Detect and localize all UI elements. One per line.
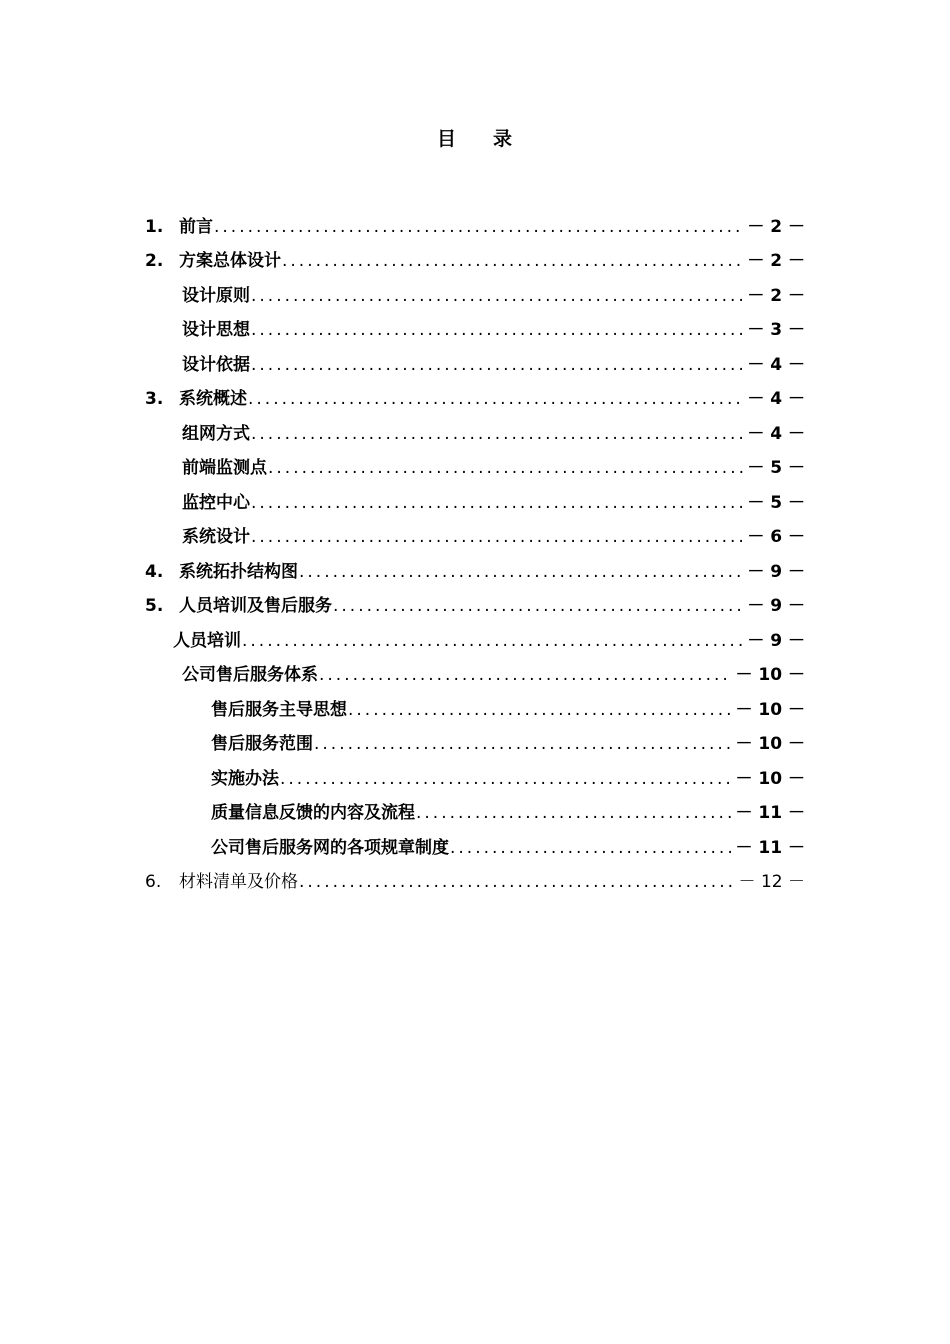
toc-label: 公司售后服务体系 [182, 665, 318, 685]
toc-leader [213, 216, 743, 238]
toc-label: 系统拓扑结构图 [179, 562, 298, 582]
toc-leader [318, 664, 732, 686]
toc-label: 系统设计 [182, 527, 250, 547]
toc-entry-5-2-1[interactable] [211, 687, 805, 721]
toc-page: － 9 － [747, 631, 805, 651]
toc-number: 5. [145, 596, 164, 616]
toc-entry-5-1[interactable] [173, 618, 805, 652]
toc-leader [281, 250, 743, 272]
toc-label: 组网方式 [182, 424, 250, 444]
toc-label: 质量信息反馈的内容及流程 [211, 803, 415, 823]
toc-entry-5[interactable] [145, 583, 805, 617]
toc-leader [250, 492, 743, 514]
toc-page: － 10 － [735, 769, 805, 789]
toc-label: 人员培训及售后服务 [179, 596, 332, 616]
toc-page: － 12 － [738, 872, 805, 892]
toc-label: 售后服务范围 [211, 734, 313, 754]
toc-entry-3-3[interactable] [182, 480, 805, 514]
toc-entry-2-2[interactable] [182, 307, 805, 341]
title-left: 目 [436, 128, 457, 150]
toc-leader [241, 630, 743, 652]
toc-entry-3-2[interactable] [182, 445, 805, 479]
page-title [0, 124, 950, 151]
toc-page: － 11 － [735, 838, 805, 858]
toc-leader [449, 837, 732, 859]
toc-leader [267, 457, 743, 479]
toc-label: 方案总体设计 [179, 251, 281, 271]
toc-label: 监控中心 [182, 493, 250, 513]
toc-entry-2-1[interactable] [182, 273, 805, 307]
toc-number: 2. [145, 251, 164, 271]
toc-entry-1[interactable] [145, 204, 805, 238]
toc-leader [250, 526, 743, 548]
toc-label: 公司售后服务网的各项规章制度 [211, 838, 449, 858]
toc-label: 实施办法 [211, 769, 279, 789]
toc-leader [250, 319, 743, 341]
toc-page: － 10 － [735, 700, 805, 720]
toc-page: － 10 － [735, 734, 805, 754]
toc-leader [247, 388, 743, 410]
toc-page: － 11 － [735, 803, 805, 823]
toc-label: 前言 [179, 217, 213, 237]
toc-page: － 2 － [747, 217, 805, 237]
toc-entry-5-2[interactable] [182, 652, 805, 686]
toc-page: － 5 － [747, 493, 805, 513]
toc-page: － 2 － [747, 251, 805, 271]
toc-label: 人员培训 [173, 631, 241, 651]
toc-entry-5-2-2[interactable] [211, 721, 805, 755]
toc-page: － 6 － [747, 527, 805, 547]
toc-leader [347, 699, 732, 721]
toc-leader [250, 354, 743, 376]
toc-label: 系统概述 [179, 389, 247, 409]
toc-leader [298, 871, 735, 893]
toc-label: 售后服务主导思想 [211, 700, 347, 720]
toc-page: － 5 － [747, 458, 805, 478]
toc-entry-2[interactable] [145, 238, 805, 272]
toc-entry-3-4[interactable] [182, 514, 805, 548]
toc-page: － 4 － [747, 424, 805, 444]
toc-label: 前端监测点 [182, 458, 267, 478]
toc-leader [332, 595, 743, 617]
toc-entry-6[interactable] [145, 859, 805, 893]
toc-label: 设计思想 [182, 320, 250, 340]
toc-page: － 2 － [747, 286, 805, 306]
toc-label: 设计原则 [182, 286, 250, 306]
toc-leader [250, 423, 743, 445]
toc-entry-3-1[interactable] [182, 411, 805, 445]
toc-leader [298, 561, 743, 583]
toc-page: － 3 － [747, 320, 805, 340]
toc-label: 设计依据 [182, 355, 250, 375]
toc-leader [415, 802, 732, 824]
title-right: 录 [493, 128, 514, 150]
toc-leader [250, 285, 743, 307]
toc-number: 6. [145, 872, 162, 892]
toc-entry-5-2-4[interactable] [211, 790, 805, 824]
toc-entry-4[interactable] [145, 549, 805, 583]
toc-page: － 9 － [747, 562, 805, 582]
toc-label: 材料清单及价格 [179, 872, 298, 892]
toc-entry-5-2-3[interactable] [211, 756, 805, 790]
toc-page: － 9 － [747, 596, 805, 616]
toc-number: 1. [145, 217, 164, 237]
toc-entry-2-3[interactable] [182, 342, 805, 376]
toc-page: － 4 － [747, 389, 805, 409]
toc-leader [313, 733, 732, 755]
toc-entry-3[interactable] [145, 376, 805, 410]
toc-page: － 10 － [735, 665, 805, 685]
toc-number: 4. [145, 562, 164, 582]
toc-entry-5-2-5[interactable] [211, 825, 805, 859]
toc-page: － 4 － [747, 355, 805, 375]
toc-number: 3. [145, 389, 164, 409]
toc-leader [279, 768, 732, 790]
